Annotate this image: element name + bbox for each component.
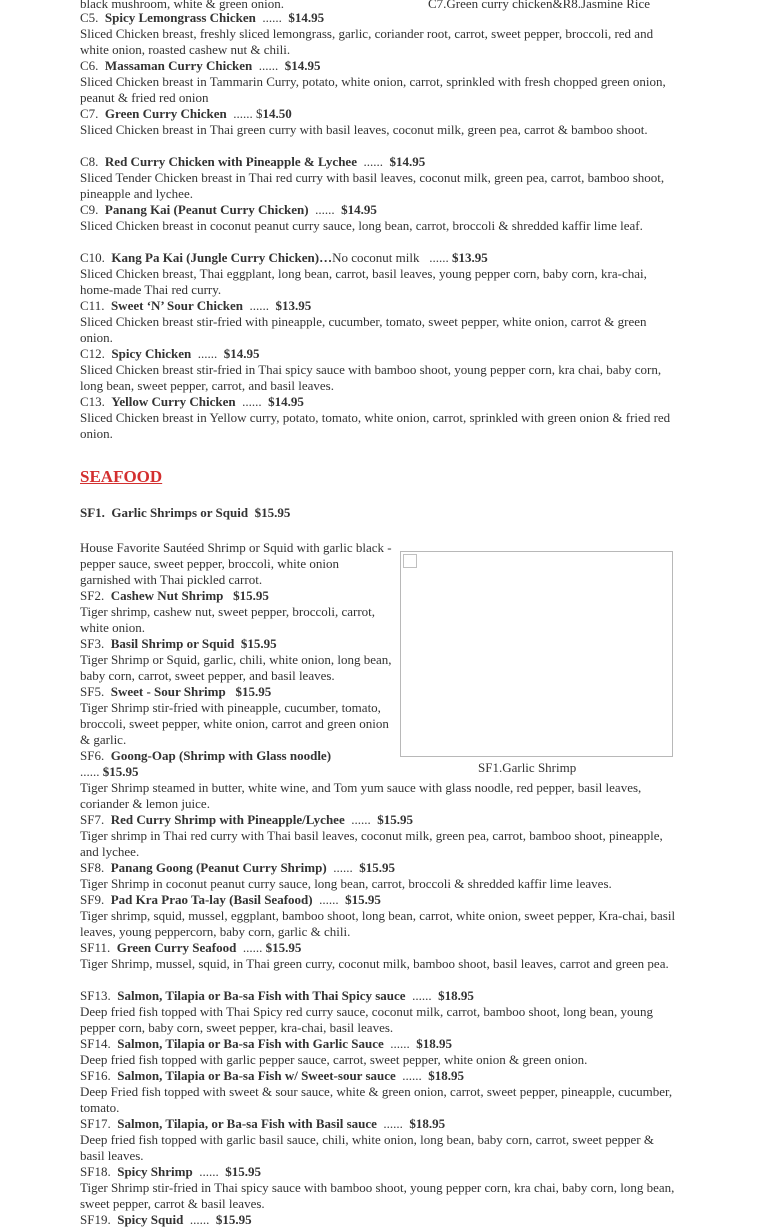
menu-item-code: C12. [80, 346, 105, 361]
menu-item-description: Tiger Shrimp in coconut peanut curry sauce, long bean, carrot, broccoli & shredded kaffir lime leaves. [80, 876, 612, 891]
menu-item-code: SF14. [80, 1036, 111, 1051]
menu-item-code: SF16. [80, 1068, 111, 1083]
menu-item-code: SF2. [80, 588, 105, 603]
menu-item-description: House Favorite Sautéed Shrimp or Squid with garlic black -pepper sauce, sweet pepper, broccoli, white onion garnished with Thai pickled carrot. [80, 540, 392, 587]
menu-item-title [80, 298, 676, 314]
menu-item-price: $14.95 [389, 154, 426, 169]
menu-item-dots: ...... [395, 1068, 429, 1083]
menu-item-code: C7. [80, 106, 99, 121]
menu-item-name: Spicy Shrimp [117, 1164, 193, 1179]
menu-item-price: $15.95 [235, 684, 272, 699]
menu-item-code: C5. [80, 10, 99, 25]
menu-item-name: Salmon, Tilapia or Ba-sa Fish with Thai Spicy sauce [117, 988, 406, 1003]
menu-item-name: Pad Kra Prao Ta-lay (Basil Seafood) [110, 892, 313, 907]
menu-item-description: Deep fried fish topped with garlic pepper sauce, carrot, sweet pepper, white onion & green onion. [80, 1052, 588, 1067]
menu-item-dots: ...... [236, 940, 266, 955]
menu-item-description: Tiger Shrimp stir-fried in Thai spicy sauce with bamboo shoot, young pepper corn, kra chai, baby corn, long bean, sweet pepper, carrot & basil leaves. [80, 1180, 675, 1211]
menu-item-title [80, 940, 676, 956]
menu-item-title [80, 154, 676, 170]
menu-item-dots: ...... [235, 394, 269, 409]
menu-item-dots: ...... [183, 1212, 216, 1227]
menu-item-name: Spicy Chicken [111, 346, 192, 361]
menu-item-dots: ...... [383, 1036, 417, 1051]
menu-item-name: Cashew Nut Shrimp [110, 588, 224, 603]
menu-item-price: $13.95 [451, 250, 488, 265]
menu-item-code: C10. [80, 250, 105, 265]
menu-item-description: Sliced Chicken breast stir-fried in Thai spicy sauce with bamboo shoot, young pepper corn, kra chai, baby corn, long bean, sweet pepper, carrot, and basil leaves. [80, 362, 662, 393]
menu-item-name: Yellow Curry Chicken [111, 394, 236, 409]
menu-item-price: $15.95 [233, 588, 269, 603]
menu-item-description: Tiger shrimp in Thai red curry with Thai basil leaves, coconut milk, green pea, carrot, bamboo shoot, pineapple, and lychee. [80, 828, 663, 859]
menu-item-price: $18.95 [409, 1116, 446, 1131]
menu-item-price: $15.95 [254, 505, 291, 520]
menu-item-price: $15.95 [102, 764, 139, 779]
menu-item-name: Goong-Oap (Shrimp with Glass noodle) [110, 748, 332, 763]
section-heading-seafood: SEAFOOD [80, 467, 163, 486]
menu-item-description: Tiger shrimp, cashew nut, sweet pepper, broccoli, carrot, white onion. [80, 604, 376, 635]
menu-item-price: $15.95 [377, 812, 413, 827]
menu-item-dots: ...... [80, 764, 103, 779]
menu-item-dots: ...... [405, 988, 439, 1003]
menu-item-dots: ...... [243, 298, 276, 313]
menu-item-code: SF19. [80, 1212, 111, 1227]
menu-item-title [80, 106, 676, 122]
menu-item-dots [226, 684, 236, 699]
menu-item-name: Green Curry Seafood [116, 940, 237, 955]
menu-item-price: $15.95 [265, 940, 302, 955]
menu-item-dots: ...... [344, 812, 378, 827]
menu-item-title [80, 10, 676, 26]
menu-item-description: Sliced Tender Chicken breast in Thai red curry with basil leaves, coconut milk, green pea, carrot, bamboo shoot, pineapple and lychee. [80, 170, 665, 201]
menu-item-description: Deep fried fish topped with Thai Spicy red curry sauce, coconut milk, carrot, bamboo shoot, long bean, young pepper corn, baby corn, sweet pepper, kra-chai, basil leaves. [80, 1004, 654, 1035]
menu-item-description: Sliced Chicken breast, Thai eggplant, long bean, carrot, basil leaves, young pepper corn, baby corn, kra-chai, home-made Thai red curry. [80, 266, 647, 297]
menu-item-description: Tiger Shrimp, mussel, squid, in Thai green curry, coconut milk, bamboo shoot, basil leaves, carrot and green pea. [80, 956, 669, 971]
menu-item-price: $15.95 [359, 860, 395, 875]
menu-item-price: $18.95 [438, 988, 474, 1003]
menu-item-dots: No coconut milk ...... [332, 250, 452, 265]
menu-item-name: Massaman Curry Chicken [104, 58, 253, 73]
menu-item-description: Sliced Chicken breast in coconut peanut curry sauce, long bean, carrot, broccoli & shredded kaffir lime leaf. [80, 218, 643, 233]
menu-item-title [80, 1116, 676, 1132]
menu-item-description: Sliced Chicken breast in Yellow curry, potato, tomato, white onion, carrot, sprinkled with green onion & fried red onion. [80, 410, 671, 441]
menu-item-name: Spicy Squid [117, 1212, 184, 1227]
menu-item-dots: ...... [252, 58, 285, 73]
menu-item-title [80, 860, 676, 876]
menu-item-code: SF6. [80, 748, 105, 763]
menu-item-title [80, 684, 392, 700]
menu-item-name: Kang Pa Kai (Jungle Curry Chicken)… [111, 250, 333, 265]
menu-item-description: Sliced Chicken breast in Tammarin Curry, potato, white onion, carrot, sprinkled with fresh chopped green onion, peanut & fried red onion [80, 74, 666, 105]
menu-item-title [80, 505, 676, 521]
broken-image-icon [403, 554, 417, 568]
menu-item-name: Panang Goong (Peanut Curry Shrimp) [110, 860, 327, 875]
menu-item-description: Sliced Chicken breast stir-fried with pineapple, cucumber, tomato, sweet pepper, white onion, carrot & green onion. [80, 314, 647, 345]
menu-item-title [80, 58, 676, 74]
continued-description: black mushroom, white & green onion. [80, 0, 284, 11]
menu-item-description: Deep fried fish topped with garlic basil sauce, chili, white onion, long bean, baby corn, carrot, sweet pepper & basil leaves. [80, 1132, 654, 1163]
menu-item-description: Tiger Shrimp or Squid, garlic, chili, white onion, long bean, baby corn, carrot, sweet pepper, and basil leaves. [80, 652, 392, 683]
menu-item-code: SF5. [80, 684, 105, 699]
menu-item-code: C6. [80, 58, 99, 73]
menu-item-code: SF13. [80, 988, 111, 1003]
menu-item-description: Sliced Chicken breast, freshly sliced lemongrass, garlic, coriander root, carrot, sweet pepper, broccoli, red and white onion, roasted cashew nut & chili. [80, 26, 654, 57]
menu-item-dots: ...... $ [226, 106, 263, 121]
photo-caption: SF1.Garlic Shrimp [478, 760, 577, 775]
menu-item-code: C11. [80, 298, 105, 313]
menu-item-title [80, 812, 676, 828]
menu-item-dots: ...... [308, 202, 342, 217]
menu-item-price: $18.95 [416, 1036, 453, 1051]
menu-item-code: SF3. [80, 636, 105, 651]
menu-item-code: C8. [80, 154, 99, 169]
menu-item-price: $15.95 [225, 1164, 261, 1179]
menu-item-title [80, 636, 392, 652]
menu-item-code: SF17. [80, 1116, 111, 1131]
menu-item-title [80, 1036, 676, 1052]
menu-item-title [80, 1068, 676, 1084]
menu-item-title [80, 588, 392, 604]
menu-item-name: Salmon, Tilapia or Ba-sa Fish with Garlic Sauce [117, 1036, 384, 1051]
menu-item-price: $13.95 [275, 298, 312, 313]
menu-item-dots: ...... [326, 860, 360, 875]
menu-item-dots: ...... [312, 892, 346, 907]
menu-item-code: SF8. [80, 860, 105, 875]
menu-item-price: $15.95 [240, 636, 277, 651]
menu-item-description: Sliced Chicken breast in Thai green curry with basil leaves, coconut milk, green pea, carrot & bamboo shoot. [80, 122, 648, 137]
menu-item-title [80, 202, 676, 218]
menu-item-code: SF11. [80, 940, 111, 955]
menu-item-title [80, 1212, 676, 1228]
menu-item-name: Sweet - Sour Shrimp [110, 684, 226, 699]
menu-item-description: Tiger Shrimp steamed in butter, white wine, and Tom yum sauce with glass noodle, red pepper, basil leaves, coriander & lemon juice. [80, 780, 642, 811]
dish-photo [400, 551, 673, 757]
menu-item-title [80, 892, 676, 908]
menu-item-name: Green Curry Chicken [104, 106, 227, 121]
menu-item-description: Tiger shrimp, squid, mussel, eggplant, bamboo shoot, long bean, carrot, white onion, sweet pepper, Kra-chai, basil leaves, young peppercorn, baby corn, garlic & chili. [80, 908, 676, 939]
menu-item-code: C9. [80, 202, 99, 217]
menu-item-name: Salmon, Tilapia, or Ba-sa Fish with Basil sauce [117, 1116, 377, 1131]
menu-item-price: 14.50 [262, 106, 292, 121]
menu-item-price: $14.95 [268, 394, 304, 409]
menu-item-name: Garlic Shrimps or Squid [111, 505, 249, 520]
menu-item-title [80, 346, 676, 362]
menu-item-price: $15.95 [215, 1212, 252, 1227]
menu-item-name: Basil Shrimp or Squid [110, 636, 235, 651]
menu-item-code: SF1. [80, 505, 105, 520]
menu-item-title [80, 1164, 676, 1180]
menu-item-price: $14.95 [341, 202, 377, 217]
menu-item-title [80, 988, 676, 1004]
menu-item-title [80, 748, 392, 780]
menu-item-dots: ...... [192, 1164, 226, 1179]
image-caption: C7.Green curry chicken&R8.Jasmine Rice [428, 0, 651, 11]
menu-item-price: $15.95 [345, 892, 381, 907]
menu-item-price: $14.95 [284, 58, 321, 73]
menu-item-name: Sweet ‘N’ Sour Chicken [110, 298, 243, 313]
menu-item-dots [223, 588, 233, 603]
menu-item-name: Salmon, Tilapia or Ba-sa Fish w/ Sweet-sour sauce [117, 1068, 396, 1083]
menu-item-title [80, 394, 676, 410]
menu-item-dots: ...... [356, 154, 390, 169]
menu-item-code: SF9. [80, 892, 105, 907]
menu-item-name: Red Curry Chicken with Pineapple & Lychee [104, 154, 357, 169]
menu-item-code: C13. [80, 394, 105, 409]
menu-item-dots: ...... [376, 1116, 410, 1131]
menu-item-price: $18.95 [428, 1068, 465, 1083]
menu-item-description: Tiger Shrimp stir-fried with pineapple, cucumber, tomato, broccoli, sweet pepper, white onion, carrot and green onion & garlic. [80, 700, 389, 747]
menu-item-price: $14.95 [223, 346, 260, 361]
menu-item-name: Red Curry Shrimp with Pineapple/Lychee [110, 812, 345, 827]
menu-item-description: Deep Fried fish topped with sweet & sour sauce, white & green onion, carrot, sweet pepper, pineapple, cucumber, tomato. [80, 1084, 673, 1115]
menu-item-price: $14.95 [288, 10, 325, 25]
menu-item-name: Spicy Lemongrass Chicken [104, 10, 256, 25]
menu-item-title [80, 250, 676, 266]
menu-item-dots: ...... [191, 346, 224, 361]
menu-item-code: SF18. [80, 1164, 111, 1179]
menu-item-name: Panang Kai (Peanut Curry Chicken) [104, 202, 309, 217]
menu-item-code: SF7. [80, 812, 105, 827]
menu-item-dots: ...... [255, 10, 289, 25]
